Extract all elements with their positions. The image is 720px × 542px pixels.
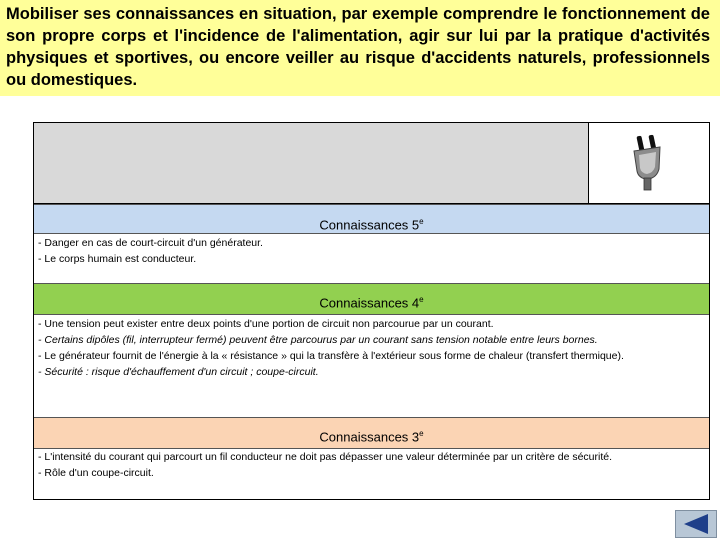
section-list-4e — [38, 316, 710, 380]
list-item: - Certains dipôles (fil, interrupteur fermé) peuvent être parcourus par un courant sans tension notable entre leurs bornes. — [38, 334, 598, 346]
list-item: - Rôle d'un coupe-circuit. — [38, 467, 154, 479]
icon-cell — [589, 123, 709, 204]
section-list-5e — [38, 235, 710, 267]
section-list-3e — [38, 449, 710, 481]
back-button[interactable] — [675, 510, 717, 538]
content-frame — [33, 122, 710, 500]
list-item: - Danger en cas de court-circuit d'un générateur. — [38, 237, 263, 249]
section-header-4e — [34, 283, 709, 315]
header-text: Mobiliser ses connaissances en situation, par exemple comprendre le fonctionnement de son propre corps et l'incidence de l'alimentation, agir sur lui par la pratique d'activités physiques et sportives, ou encore veiller au risque d'accidents naturels, professionnels ou domestiques. — [6, 5, 710, 89]
section-sup-5e: e — [419, 217, 424, 226]
list-item: - Le corps humain est conducteur. — [38, 253, 197, 265]
list-item: - L'intensité du courant qui parcourt un fil conducteur ne doit pas dépasser une valeur déterminée par un critère de sécurité. — [38, 451, 613, 463]
back-arrow-icon — [676, 511, 716, 537]
section-header-5e — [34, 204, 709, 234]
section-sup-3e: e — [419, 429, 424, 438]
section-title-5e: Connaissances 5 — [319, 217, 420, 233]
header-banner — [0, 0, 720, 96]
list-item: - Une tension peut exister entre deux points d'une portion de circuit non parcourue par un courant. — [38, 318, 494, 330]
list-item: - Le générateur fournit de l'énergie à la « résistance » qui la transfère à l'extérieur sous forme de chaleur (transfert thermique). — [38, 350, 624, 362]
section-title-4e: Connaissances 4 — [319, 295, 420, 311]
list-item: - Sécurité : risque d'échauffement d'un circuit ; coupe-circuit. — [38, 366, 319, 378]
section-sup-4e: e — [419, 295, 424, 304]
placeholder-panel — [34, 123, 589, 204]
section-title-3e: Connaissances 3 — [319, 429, 420, 445]
electric-plug-icon — [629, 133, 669, 193]
section-header-3e — [34, 417, 709, 449]
